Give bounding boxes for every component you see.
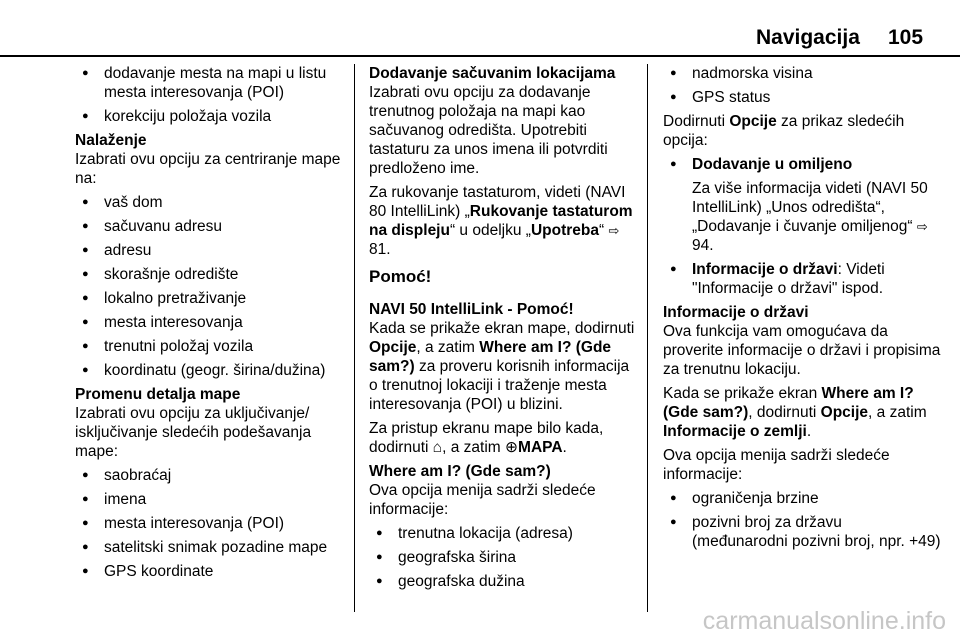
- list-item: ● sačuvanu adresu: [75, 217, 345, 236]
- section-title-dodavanje: Dodavanje sačuvanim lokacijama: [369, 65, 616, 82]
- list-country-info: [663, 489, 941, 551]
- page-ref-number: 81.: [369, 241, 391, 258]
- text-run: Za pristup ekranu mape bilo kada, dodirnuti: [369, 420, 604, 456]
- section-title-where-am-i: Where am I? (Gde sam?): [369, 463, 551, 480]
- text-run: za proveru korisnih informacija o trenutnoj lokaciji i traženje mesta interesovanja (POI) u blizini.: [369, 358, 630, 413]
- list-promenu: [75, 466, 345, 581]
- list-top: [75, 64, 345, 126]
- text-run: “: [599, 222, 605, 239]
- section-text-navi50: [369, 319, 637, 414]
- section-text-where-am-i: Ova opcija menija sadrži sledeće informacije:: [369, 482, 596, 518]
- list-item: ● mesta interesovanja: [75, 313, 345, 332]
- text-run: Za više informacija videti (NAVI 50 IntelliLink) „Unos odredišta“, „Dodavanje i čuvanje omiljenog“: [692, 180, 928, 235]
- list-where-am-i: [369, 524, 637, 591]
- section-text-dodavanje: Izabrati ovu opciju za dodavanje trenutnog položaja na mapi kao sačuvanog odredišta. Upotrebiti tastaturu za unos imena ili potvrditi predloženo ime.: [369, 84, 608, 177]
- text-run: .: [562, 439, 567, 456]
- list-item: ● satelitski snimak pozadine mape: [75, 538, 345, 557]
- option-title: Informacije o državi: [692, 261, 838, 278]
- text-bold: Opcije: [369, 339, 417, 356]
- list-item: ● skorašnje odredište: [75, 265, 345, 284]
- list-item: ● koordinatu (geogr. širina/dužina): [75, 361, 345, 380]
- text-run: .: [806, 423, 812, 440]
- home-icon: ⌂: [432, 439, 443, 456]
- text-run: Kada se prikaže ekran mape, dodirnuti: [369, 320, 635, 337]
- list-item: ● ograničenja brzine: [663, 489, 941, 508]
- header-rule: [0, 55, 960, 57]
- text-run: Za rukovanje tastaturom, videti (NAVI 80 IntelliLink) „: [369, 184, 626, 220]
- text-run: , dodirnuti: [748, 404, 821, 421]
- list-options-2: [663, 260, 941, 298]
- page-header: [0, 0, 960, 52]
- list-item: ● pozivni broj za državu (međunarodni pozivni broj, npr. +49): [663, 513, 941, 551]
- text-bold: Informacije o zemlji: [663, 423, 807, 440]
- list-item: ● adresu: [75, 241, 345, 260]
- text-bold: Where am I? (Gde sam?): [663, 385, 914, 421]
- text-bold: MAPA: [518, 439, 563, 456]
- text-bold: Opcije: [729, 113, 777, 130]
- section-title-nalazenje: Nalaženje: [75, 132, 147, 149]
- list-item: [663, 260, 941, 298]
- globe-icon: ⊕: [505, 439, 519, 456]
- list-item: ● geografska dužina: [369, 572, 637, 591]
- keyboard-reference: [369, 183, 637, 259]
- text-bold: Where am I? (Gde sam?): [369, 339, 612, 375]
- list-item: ● trenutna lokacija (adresa): [369, 524, 637, 543]
- page-ref-number: 94.: [692, 237, 714, 254]
- text-run: : Videti "Informacije o državi" ispod.: [692, 261, 885, 297]
- text-run: Kada se prikaže ekran: [663, 385, 822, 402]
- text-run: za prikaz sledećih opcija:: [663, 113, 905, 149]
- column-2: [369, 64, 637, 596]
- list-nalazenje: [75, 193, 345, 380]
- list-item: ● lokalno pretraživanje: [75, 289, 345, 308]
- text-run: , a zatim: [868, 404, 927, 421]
- list-item: ● trenutni položaj vozila: [75, 337, 345, 356]
- section-title-country-info: Informacije o državi: [663, 304, 809, 321]
- options-intro: [663, 112, 941, 150]
- country-info-menu-text: Ova opcija menija sadrži sledeće informacije:: [663, 447, 890, 483]
- text-run: , a zatim: [442, 439, 506, 456]
- section-text-nalazenje: Izabrati ovu opciju za centriranje mape na:: [75, 151, 341, 187]
- list-item: ● saobraćaj: [75, 466, 345, 485]
- list-item: ● nadmorska visina: [663, 64, 941, 83]
- page-number: 105: [888, 26, 924, 49]
- section-title-promenu: Promenu detalja mape: [75, 386, 241, 403]
- column-divider-left: [354, 64, 355, 612]
- section-text-promenu: Izabrati ovu opciju za uključivanje/ isključivanje sledećih podešavanja mape:: [75, 405, 312, 460]
- text-bold: Rukovanje tastaturom na displeju: [369, 203, 633, 239]
- list-item: ● GPS status: [663, 88, 941, 107]
- option-title: Dodavanje u omiljeno: [692, 156, 853, 173]
- list-item: ● korekciju položaja vozila: [75, 107, 345, 126]
- section-text-country-info: Ova funkcija vam omogućava da proverite informacije o državi i propisima za trenutnu lokaciju.: [663, 323, 941, 378]
- column-3: [663, 64, 941, 556]
- list-item: [663, 155, 941, 174]
- text-bold: Upotreba: [530, 222, 599, 239]
- list-item: ● dodavanje mesta na mapi u listu mesta interesovanja (POI): [75, 64, 345, 102]
- text-run: “ u odeljku „: [449, 222, 531, 239]
- text-bold: Opcije: [820, 404, 869, 421]
- country-info-steps: [663, 384, 941, 441]
- list-options: [663, 155, 941, 174]
- list-item: ● geografska širina: [369, 548, 637, 567]
- option-description: [663, 179, 941, 255]
- list-item: ● mesta interesovanja (POI): [75, 514, 345, 533]
- column-divider-right: [647, 64, 648, 612]
- section-title-navi50: NAVI 50 IntelliLink - Pomoć!: [369, 301, 574, 318]
- list-item: ● vaš dom: [75, 193, 345, 212]
- column-1: [75, 64, 345, 586]
- heading-pomoc: Pomoć!: [369, 267, 432, 286]
- map-access-text: [369, 419, 637, 457]
- list-item: ● imena: [75, 490, 345, 509]
- page-ref-arrow-icon: ⇨: [608, 223, 620, 238]
- page-section-title: Navigacija: [756, 26, 860, 49]
- list-item: ● GPS koordinate: [75, 562, 345, 581]
- watermark: carmanualsonline.info: [702, 607, 946, 635]
- text-run: , a zatim: [416, 339, 480, 356]
- page-ref-arrow-icon: ⇨: [916, 219, 928, 234]
- list-info-top: [663, 64, 941, 107]
- text-run: Dodirnuti: [663, 113, 730, 130]
